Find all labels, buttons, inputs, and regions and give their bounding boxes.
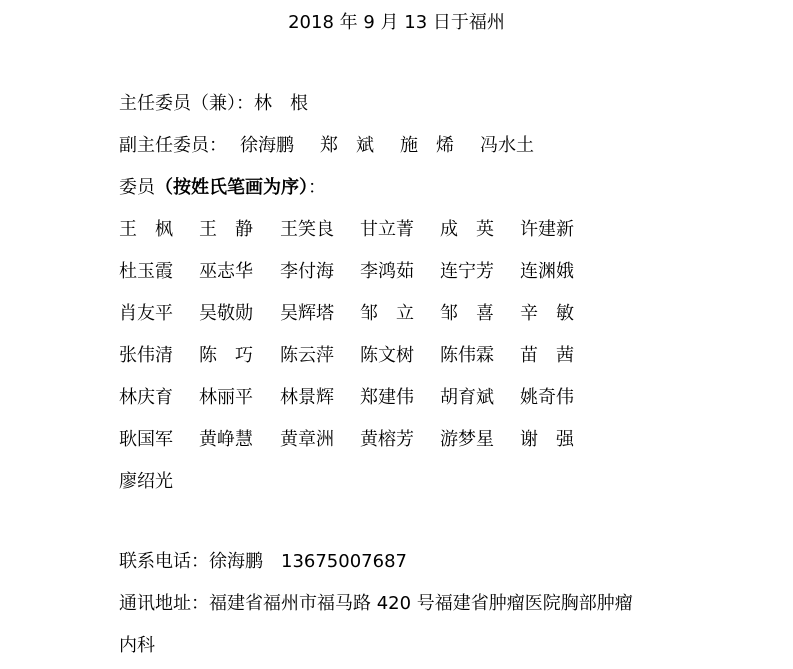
- member-name: 吴辉塔: [280, 303, 334, 324]
- vice-chair-line: [119, 132, 759, 160]
- member-name: 巫志华: [199, 261, 253, 282]
- phone-number: 13675007687: [281, 551, 407, 572]
- phone-label: 联系电话：: [119, 551, 209, 572]
- members-label: 委员: [119, 177, 155, 198]
- member-name: 王笑良: [280, 219, 334, 240]
- member-name: 王 枫: [119, 219, 173, 240]
- member-name: 辛 敏: [520, 303, 574, 324]
- chair-label: 主任委员（兼）：: [119, 93, 254, 114]
- member-name: 黄峥慧: [199, 429, 253, 450]
- member-name: 郑建伟: [360, 387, 414, 408]
- date-place-line: 2018 年 9 月 13 日于福州: [288, 12, 505, 33]
- member-name: 李付海: [280, 261, 334, 282]
- address-line-continued: 内科: [119, 635, 155, 656]
- member-name: 姚奇伟: [520, 387, 574, 408]
- chair-name: 林 根: [254, 93, 308, 114]
- members-heading: [119, 174, 326, 202]
- member-name: 陈云萍: [280, 345, 334, 366]
- member-name: 林景辉: [280, 387, 334, 408]
- member-name: 林丽平: [199, 387, 253, 408]
- member-name: 廖绍光: [119, 471, 173, 492]
- member-row: [119, 426, 759, 454]
- address-line: [119, 590, 633, 618]
- vice-chair-name: 郑 斌: [320, 135, 374, 156]
- member-name: 连宁芳: [440, 261, 494, 282]
- phone-name: 徐海鹏: [209, 551, 263, 572]
- member-name: 张伟清: [119, 345, 173, 366]
- member-name: 陈伟霖: [440, 345, 494, 366]
- member-row: [119, 216, 759, 244]
- vice-chair-label: 副主任委员：: [119, 135, 227, 156]
- member-row: [119, 384, 759, 412]
- member-name: 肖友平: [119, 303, 173, 324]
- member-name: 成 英: [440, 219, 494, 240]
- member-name: 林庆育: [119, 387, 173, 408]
- member-row: [119, 258, 759, 286]
- phone-line: [119, 548, 407, 576]
- chair-line: [119, 90, 308, 118]
- member-name: 陈文树: [360, 345, 414, 366]
- member-name: 谢 强: [520, 429, 574, 450]
- vice-chair-name: 施 烯: [400, 135, 454, 156]
- member-name: 耿国军: [119, 429, 173, 450]
- member-name: 游梦星: [440, 429, 494, 450]
- member-name: 黄章洲: [280, 429, 334, 450]
- member-name: 黄榕芳: [360, 429, 414, 450]
- member-row: [119, 342, 759, 370]
- member-name: 许建新: [520, 219, 574, 240]
- member-row: [119, 300, 759, 328]
- member-name: 杜玉霞: [119, 261, 173, 282]
- members-order-note: （按姓氏笔画为序）: [155, 177, 308, 198]
- member-name: 邹 立: [360, 303, 414, 324]
- member-name: 连渊娥: [520, 261, 574, 282]
- member-name: 甘立菁: [360, 219, 414, 240]
- vice-chair-name: 冯水土: [480, 135, 534, 156]
- member-name: 吴敬勋: [199, 303, 253, 324]
- members-colon: ：: [308, 177, 326, 198]
- member-name: 李鸿茹: [360, 261, 414, 282]
- member-name: 苗 茜: [520, 345, 574, 366]
- member-name: 陈 巧: [199, 345, 253, 366]
- address-label: 通讯地址：: [119, 593, 209, 614]
- member-row: [119, 468, 759, 496]
- address-text: 福建省福州市福马路 420 号福建省肿瘤医院胸部肿瘤: [209, 593, 633, 614]
- member-name: 胡育斌: [440, 387, 494, 408]
- vice-chair-name: 徐海鹏: [240, 135, 294, 156]
- member-name: 邹 喜: [440, 303, 494, 324]
- member-name: 王 静: [199, 219, 253, 240]
